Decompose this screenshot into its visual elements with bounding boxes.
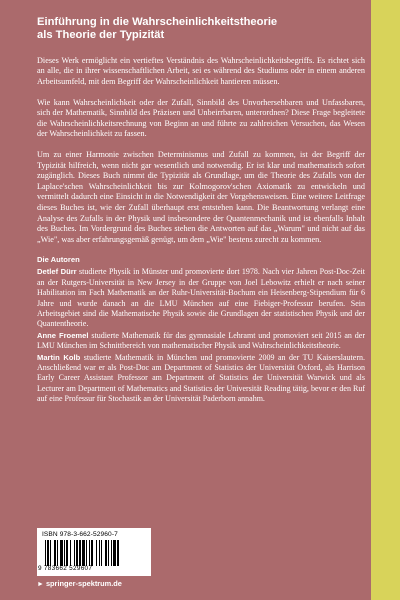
publisher-line (37, 579, 122, 588)
book-title (37, 16, 365, 43)
book-title-line-2: als Theorie der Typizität (37, 29, 165, 42)
author-bio-text: studierte Mathematik für das gymnasiale Lehramt und promoviert seit 2015 an der LMU München im Schnittbereich von mathematischer Physik und Wahrscheinlichkeitstheorie. (37, 330, 366, 351)
author-bio-text: studierte Mathematik in München und promovierte 2009 an der TU Kaiserslautern. Anschließend war er als Post-Doc am Department of Statistics der Universität Oxford, als Harrison Early Career Assistant Professor am Department of Statistics der Universität Warwick und als Lecturer am Department of Mathematics and Statistics der Universität Reading tätig, bevor er den Ruf auf eine Professur für Stochastik an der Universität Paderborn annahm. (37, 352, 365, 404)
back-cover-text (37, 16, 365, 406)
author-bio (37, 267, 365, 329)
isbn-barcode (37, 528, 151, 576)
arrow-icon: ► (37, 581, 44, 588)
author-name: Martin Kolb (37, 352, 81, 362)
blurb-paragraph-2: Wie kann Wahrscheinlichkeit oder der Zufall, Sinnbild des Unvorhersehbaren und Unfassbaren, sich der Mathematik, Sinnbild des Präzisen und Unbeirrbaren, unterordnen? Diese Frage begleitete die Wahrscheinlichkeitsrechnung von Beginn an und führte zu zahlreichen Versuchen, das Wesen der Wahrscheinlichkeit zu fassen. (37, 97, 365, 139)
blurb-paragraph-1: Dieses Werk ermöglicht ein vertieftes Verständnis des Wahrscheinlichkeitsbegriffs. Es richtet sich an alle, die in ihrer wissenschaftlichen Arbeit, sei es während des Studiums oder in einem anderen Arbeitsumfeld, mit dem Begriff der Wahrscheinlichkeit hantieren müssen. (37, 55, 365, 86)
authors-heading: Die Autoren (37, 255, 80, 265)
author-name: Anne Froemel (37, 330, 89, 340)
isbn-label: ISBN 978-3-662-52960-7 (42, 531, 118, 538)
book-title-line-1: Einführung in die Wahrscheinlichkeitstheorie (37, 16, 278, 28)
barcode-bars (45, 540, 143, 566)
author-name: Detlef Dürr (37, 267, 77, 277)
publisher-url: springer-spektrum.de (45, 579, 122, 588)
barcode-digits: 9 783662 529607 (38, 565, 93, 572)
author-bio-text: studierte Physik in Münster und promovierte dort 1978. Nach vier Jahren Post-Doc-Zeit an der Rutgers-Universität in New Jersey in der Gruppe von Joel Lebowitz erhielt er nach seiner Habilitation im Fach Mathematik an der Ruhr-Universität-Bochum ein Heisenberg-Stipendium für 6 Jahre und wurde danach an die LMU München auf eine Fiebiger-Professur berufen. Sein Arbeitsgebiet sind die Mathematische Physik sowie die Grundlagen der statistischen Physik und der Quantentheorie. (37, 267, 365, 329)
author-bio (37, 353, 365, 405)
author-bio (37, 331, 365, 352)
blurb-paragraph-3: Um zu einer Harmonie zwischen Determinismus und Zufall zu kommen, ist der Begriff der Typizität hilfreich, wenn nicht gar wesentlich und notwendig. Er ist klar und mathematisch sofort zugänglich. Dieses Buch nimmt die Typizität als Grundlage, um die Theorie des Zufalls von der Laplace'schen Wahrscheinlichkeit bis zur Kolmogorov'schen Axiomatik zu entwickeln und vermittelt dadurch eine Einsicht in die Notwendigkeit der Vorgehensweisen. Eine weitere Leitfrage dieses Buches ist, wie der Zufall überhaupt erst entstehen kann. Die Beantwortung verlangt eine Analyse des Zufalls in der Physik und insbesondere der Quantenmechanik und ist ebenfalls Inhalt des Buches. Im Vordergrund des Buches stehen die Antworten auf das „Warum" und nicht auf das „Wie", was aber erfahrungsgemäß genügt, um dem „Wie" bestens zurecht zu kommen. (37, 149, 365, 244)
accent-color-strip (371, 0, 400, 600)
